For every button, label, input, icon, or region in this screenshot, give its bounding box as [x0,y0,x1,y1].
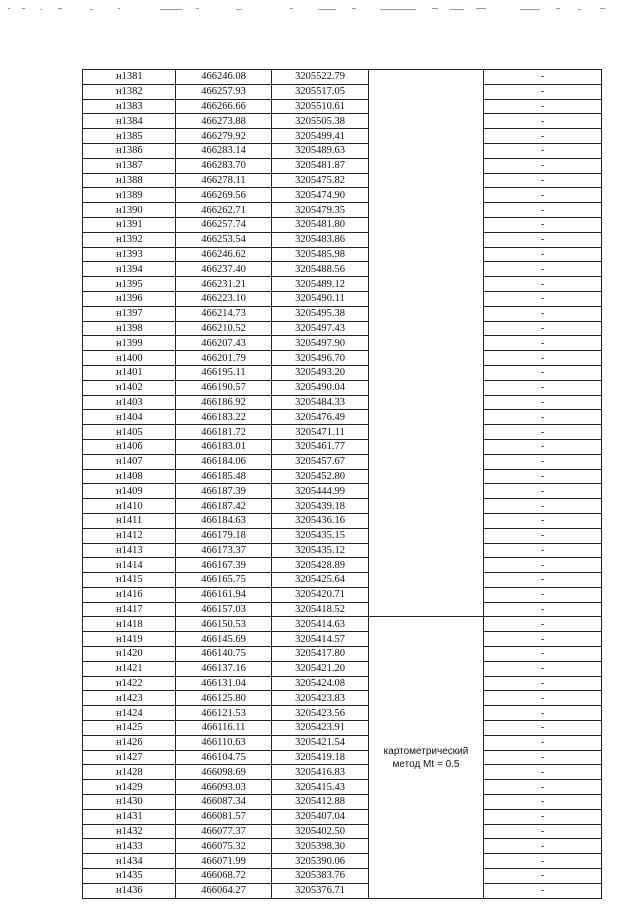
x-coordinate-cell: 466179.18 [176,528,272,543]
point-id-cell: н1393 [83,247,176,262]
point-id-cell: н1412 [83,528,176,543]
x-coordinate-cell: 466121.53 [176,706,272,721]
note-cell: - [484,247,602,262]
note-cell: - [484,203,602,218]
point-id-cell: н1404 [83,410,176,425]
point-id-cell: н1385 [83,129,176,144]
table-row [83,395,602,410]
note-cell: - [484,84,602,99]
point-id-cell: н1430 [83,795,176,810]
y-coordinate-cell: 3205475.82 [272,173,369,188]
x-coordinate-cell: 466201.79 [176,351,272,366]
y-coordinate-cell: 3205383.76 [272,869,369,884]
point-id-cell: н1387 [83,158,176,173]
x-coordinate-cell: 466125.80 [176,691,272,706]
coordinates-table [82,69,602,899]
y-coordinate-cell: 3205490.04 [272,380,369,395]
point-id-cell: н1386 [83,143,176,158]
y-coordinate-cell: 3205481.87 [272,158,369,173]
point-id-cell: н1424 [83,706,176,721]
y-coordinate-cell: 3205497.90 [272,336,369,351]
x-coordinate-cell: 466093.03 [176,780,272,795]
table-row [83,410,602,425]
y-coordinate-cell: 3205474.90 [272,188,369,203]
point-id-cell: н1397 [83,306,176,321]
point-id-cell: н1407 [83,454,176,469]
y-coordinate-cell: 3205398.30 [272,839,369,854]
point-id-cell: н1399 [83,336,176,351]
y-coordinate-cell: 3205522.79 [272,70,369,85]
y-coordinate-cell: 3205418.52 [272,602,369,617]
note-cell: - [484,425,602,440]
x-coordinate-cell: 466161.94 [176,587,272,602]
y-coordinate-cell: 3205481.80 [272,217,369,232]
x-coordinate-cell: 466098.69 [176,765,272,780]
x-coordinate-cell: 466140.75 [176,647,272,662]
point-id-cell: н1421 [83,661,176,676]
table-row [83,469,602,484]
method-cell-lower [369,617,484,898]
note-cell: - [484,232,602,247]
y-coordinate-cell: 3205476.49 [272,410,369,425]
point-id-cell: н1394 [83,262,176,277]
x-coordinate-cell: 466071.99 [176,854,272,869]
point-id-cell: н1428 [83,765,176,780]
x-coordinate-cell: 466183.22 [176,410,272,425]
y-coordinate-cell: 3205423.56 [272,706,369,721]
x-coordinate-cell: 466087.34 [176,795,272,810]
x-coordinate-cell: 466246.62 [176,247,272,262]
point-id-cell: н1435 [83,869,176,884]
note-cell: - [484,676,602,691]
x-coordinate-cell: 466068.72 [176,869,272,884]
note-cell: - [484,706,602,721]
y-coordinate-cell: 3205490.11 [272,291,369,306]
point-id-cell: н1422 [83,676,176,691]
y-coordinate-cell: 3205428.89 [272,558,369,573]
x-coordinate-cell: 466279.92 [176,129,272,144]
y-coordinate-cell: 3205439.18 [272,499,369,514]
point-id-cell: н1382 [83,84,176,99]
note-cell: - [484,99,602,114]
table-row [83,854,602,869]
table-row [83,454,602,469]
note-cell: - [484,321,602,336]
table-row [83,365,602,380]
x-coordinate-cell: 466283.70 [176,158,272,173]
point-id-cell: н1395 [83,277,176,292]
table-row [83,617,602,632]
point-id-cell: н1416 [83,587,176,602]
point-id-cell: н1388 [83,173,176,188]
table-row [83,528,602,543]
note-cell: - [484,129,602,144]
y-coordinate-cell: 3205376.71 [272,883,369,898]
point-id-cell: н1398 [83,321,176,336]
y-coordinate-cell: 3205489.63 [272,143,369,158]
x-coordinate-cell: 466185.48 [176,469,272,484]
table-row [83,869,602,884]
note-cell: - [484,484,602,499]
table-row [83,306,602,321]
note-cell: - [484,114,602,129]
x-coordinate-cell: 466081.57 [176,809,272,824]
point-id-cell: н1405 [83,425,176,440]
note-cell: - [484,632,602,647]
x-coordinate-cell: 466064.27 [176,883,272,898]
point-id-cell: н1417 [83,602,176,617]
x-coordinate-cell: 466190.57 [176,380,272,395]
note-cell: - [484,277,602,292]
y-coordinate-cell: 3205419.18 [272,750,369,765]
table-row [83,70,602,85]
table-row [83,351,602,366]
note-cell: - [484,291,602,306]
x-coordinate-cell: 466077.37 [176,824,272,839]
y-coordinate-cell: 3205495.38 [272,306,369,321]
x-coordinate-cell: 466137.16 [176,661,272,676]
y-coordinate-cell: 3205444.99 [272,484,369,499]
table-row [83,129,602,144]
x-coordinate-cell: 466150.53 [176,617,272,632]
point-id-cell: н1423 [83,691,176,706]
x-coordinate-cell: 466262.71 [176,203,272,218]
note-cell: - [484,365,602,380]
y-coordinate-cell: 3205421.20 [272,661,369,676]
table-row [83,809,602,824]
x-coordinate-cell: 466157.03 [176,602,272,617]
table-row [83,188,602,203]
x-coordinate-cell: 466110.63 [176,735,272,750]
y-coordinate-cell: 3205407.04 [272,809,369,824]
note-cell: - [484,883,602,898]
y-coordinate-cell: 3205488.56 [272,262,369,277]
point-id-cell: н1427 [83,750,176,765]
note-cell: - [484,602,602,617]
point-id-cell: н1436 [83,883,176,898]
x-coordinate-cell: 466273.88 [176,114,272,129]
table-row [83,883,602,898]
point-id-cell: н1391 [83,217,176,232]
table-row [83,721,602,736]
point-id-cell: н1432 [83,824,176,839]
point-id-cell: н1429 [83,780,176,795]
scan-noise-top [0,0,640,16]
point-id-cell: н1418 [83,617,176,632]
point-id-cell: н1403 [83,395,176,410]
note-cell: - [484,158,602,173]
table-row [83,262,602,277]
y-coordinate-cell: 3205485.98 [272,247,369,262]
note-cell: - [484,70,602,85]
table-row [83,217,602,232]
point-id-cell: н1420 [83,647,176,662]
y-coordinate-cell: 3205471.11 [272,425,369,440]
y-coordinate-cell: 3205417.80 [272,647,369,662]
table-row [83,632,602,647]
y-coordinate-cell: 3205497.43 [272,321,369,336]
table-row [83,143,602,158]
note-cell: - [484,469,602,484]
note-cell: - [484,869,602,884]
x-coordinate-cell: 466231.21 [176,277,272,292]
point-id-cell: н1433 [83,839,176,854]
table-row [83,513,602,528]
y-coordinate-cell: 3205510.61 [272,99,369,114]
x-coordinate-cell: 466223.10 [176,291,272,306]
note-cell: - [484,661,602,676]
x-coordinate-cell: 466210.52 [176,321,272,336]
point-id-cell: н1396 [83,291,176,306]
note-cell: - [484,262,602,277]
note-cell: - [484,617,602,632]
x-coordinate-cell: 466167.39 [176,558,272,573]
x-coordinate-cell: 466266.66 [176,99,272,114]
x-coordinate-cell: 466104.75 [176,750,272,765]
table-row [83,247,602,262]
y-coordinate-cell: 3205435.12 [272,543,369,558]
note-cell: - [484,691,602,706]
y-coordinate-cell: 3205489.12 [272,277,369,292]
y-coordinate-cell: 3205479.35 [272,203,369,218]
table-row [83,795,602,810]
note-cell: - [484,188,602,203]
table-row [83,765,602,780]
note-cell: - [484,809,602,824]
x-coordinate-cell: 466116.11 [176,721,272,736]
y-coordinate-cell: 3205436.16 [272,513,369,528]
table-row [83,99,602,114]
y-coordinate-cell: 3205390.06 [272,854,369,869]
x-coordinate-cell: 466184.06 [176,454,272,469]
note-cell: - [484,380,602,395]
point-id-cell: н1431 [83,809,176,824]
x-coordinate-cell: 466207.43 [176,336,272,351]
table-row [83,158,602,173]
x-coordinate-cell: 466246.08 [176,70,272,85]
point-id-cell: н1402 [83,380,176,395]
point-id-cell: н1389 [83,188,176,203]
table-row [83,676,602,691]
y-coordinate-cell: 3205461.77 [272,439,369,454]
point-id-cell: н1426 [83,735,176,750]
y-coordinate-cell: 3205414.57 [272,632,369,647]
table-row [83,232,602,247]
note-cell: - [484,573,602,588]
x-coordinate-cell: 466184.63 [176,513,272,528]
y-coordinate-cell: 3205457.67 [272,454,369,469]
note-cell: - [484,543,602,558]
y-coordinate-cell: 3205414.63 [272,617,369,632]
x-coordinate-cell: 466187.39 [176,484,272,499]
x-coordinate-cell: 466257.93 [176,84,272,99]
note-cell: - [484,336,602,351]
y-coordinate-cell: 3205415.43 [272,780,369,795]
point-id-cell: н1434 [83,854,176,869]
note-cell: - [484,824,602,839]
note-cell: - [484,499,602,514]
point-id-cell: н1414 [83,558,176,573]
table-row [83,602,602,617]
x-coordinate-cell: 466195.11 [176,365,272,380]
point-id-cell: н1419 [83,632,176,647]
table-row [83,839,602,854]
note-cell: - [484,587,602,602]
y-coordinate-cell: 3205483.86 [272,232,369,247]
point-id-cell: н1413 [83,543,176,558]
point-id-cell: н1392 [83,232,176,247]
note-cell: - [484,454,602,469]
x-coordinate-cell: 466165.75 [176,573,272,588]
point-id-cell: н1411 [83,513,176,528]
table-row [83,750,602,765]
note-cell: - [484,513,602,528]
table-row [83,439,602,454]
table-row [83,573,602,588]
table-row [83,203,602,218]
point-id-cell: н1400 [83,351,176,366]
table-row [83,691,602,706]
note-cell: - [484,750,602,765]
note-cell: - [484,395,602,410]
note-cell: - [484,735,602,750]
note-cell: - [484,217,602,232]
y-coordinate-cell: 3205420.71 [272,587,369,602]
y-coordinate-cell: 3205402.50 [272,824,369,839]
point-id-cell: н1425 [83,721,176,736]
x-coordinate-cell: 466278.11 [176,173,272,188]
point-id-cell: н1406 [83,439,176,454]
y-coordinate-cell: 3205493.20 [272,365,369,380]
note-cell: - [484,528,602,543]
note-cell: - [484,780,602,795]
table-row [83,735,602,750]
point-id-cell: н1410 [83,499,176,514]
x-coordinate-cell: 466283.14 [176,143,272,158]
table-row [83,173,602,188]
table-row [83,706,602,721]
note-cell: - [484,854,602,869]
y-coordinate-cell: 3205421.54 [272,735,369,750]
x-coordinate-cell: 466257.74 [176,217,272,232]
table-row [83,499,602,514]
table-row [83,824,602,839]
table-row [83,277,602,292]
x-coordinate-cell: 466253.54 [176,232,272,247]
note-cell: - [484,765,602,780]
x-coordinate-cell: 466145.69 [176,632,272,647]
table-row [83,647,602,662]
note-cell: - [484,795,602,810]
table-row [83,84,602,99]
x-coordinate-cell: 466186.92 [176,395,272,410]
x-coordinate-cell: 466181.72 [176,425,272,440]
point-id-cell: н1384 [83,114,176,129]
note-cell: - [484,143,602,158]
x-coordinate-cell: 466075.32 [176,839,272,854]
table-row [83,661,602,676]
y-coordinate-cell: 3205416.83 [272,765,369,780]
method-cell-upper [369,70,484,617]
note-cell: - [484,351,602,366]
x-coordinate-cell: 466237.40 [176,262,272,277]
table-row [83,543,602,558]
table-row [83,780,602,795]
table-row [83,484,602,499]
x-coordinate-cell: 466214.73 [176,306,272,321]
note-cell: - [484,647,602,662]
x-coordinate-cell: 466183.01 [176,439,272,454]
table-row [83,336,602,351]
y-coordinate-cell: 3205412.88 [272,795,369,810]
x-coordinate-cell: 466131.04 [176,676,272,691]
y-coordinate-cell: 3205424.08 [272,676,369,691]
y-coordinate-cell: 3205499.41 [272,129,369,144]
table-row [83,558,602,573]
y-coordinate-cell: 3205484.33 [272,395,369,410]
y-coordinate-cell: 3205425.64 [272,573,369,588]
x-coordinate-cell: 466269.56 [176,188,272,203]
y-coordinate-cell: 3205452.80 [272,469,369,484]
y-coordinate-cell: 3205505.38 [272,114,369,129]
y-coordinate-cell: 3205496.70 [272,351,369,366]
table-row [83,321,602,336]
point-id-cell: н1401 [83,365,176,380]
point-id-cell: н1408 [83,469,176,484]
note-cell: - [484,173,602,188]
point-id-cell: н1381 [83,70,176,85]
x-coordinate-cell: 466187.42 [176,499,272,514]
method-text: картометрический метод Mt = 0.5 [383,745,469,770]
note-cell: - [484,439,602,454]
table-row [83,587,602,602]
note-cell: - [484,410,602,425]
point-id-cell: н1409 [83,484,176,499]
note-cell: - [484,839,602,854]
note-cell: - [484,721,602,736]
y-coordinate-cell: 3205423.83 [272,691,369,706]
x-coordinate-cell: 466173.37 [176,543,272,558]
y-coordinate-cell: 3205423.91 [272,721,369,736]
note-cell: - [484,306,602,321]
table-row [83,114,602,129]
y-coordinate-cell: 3205435.15 [272,528,369,543]
table-row [83,380,602,395]
table-row [83,291,602,306]
y-coordinate-cell: 3205517.05 [272,84,369,99]
table-row [83,425,602,440]
point-id-cell: н1383 [83,99,176,114]
note-cell: - [484,558,602,573]
point-id-cell: н1390 [83,203,176,218]
point-id-cell: н1415 [83,573,176,588]
